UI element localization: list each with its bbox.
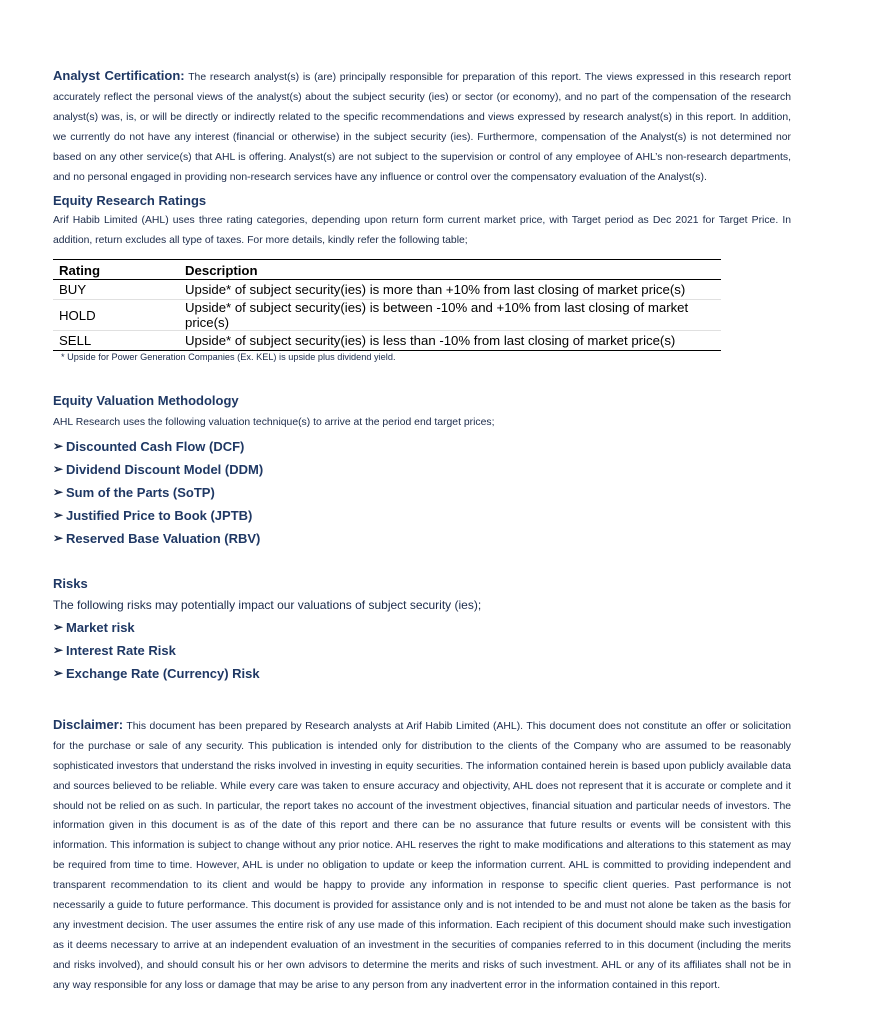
list-item [53, 458, 791, 481]
list-item-label: Sum of the Parts (SoTP) [66, 484, 215, 500]
disclaimer [53, 715, 791, 996]
list-item [53, 527, 791, 550]
ratings-table [53, 259, 721, 351]
disclaimer-heading: Disclaimer: [53, 716, 124, 732]
table-row [53, 331, 721, 351]
description-cell: Upside* of subject security(ies) is more than +10% from last closing of market price(s) [179, 280, 721, 300]
list-item-label: Reserved Base Valuation (RBV) [66, 530, 261, 546]
arrow-bullet-icon: ➢ [53, 665, 64, 680]
analyst-certification-heading: Analyst Certification: [53, 68, 185, 83]
arrow-bullet-icon: ➢ [53, 530, 64, 545]
rating-column-header: Rating [53, 260, 179, 280]
list-item [53, 616, 791, 639]
list-item-label: Interest Rate Risk [66, 642, 176, 658]
list-item [53, 481, 791, 504]
description-column-header: Description [179, 260, 721, 280]
list-item-label: Dividend Discount Model (DDM) [66, 461, 264, 477]
description-cell: Upside* of subject security(ies) is between -10% and +10% from last closing of market price(s) [179, 300, 721, 331]
risks-intro: The following risks may potentially impact our valuations of subject security (ies); [53, 597, 482, 612]
list-item [53, 435, 791, 458]
risks-list [53, 616, 791, 685]
arrow-bullet-icon: ➢ [53, 507, 64, 522]
list-item [53, 639, 791, 662]
arrow-bullet-icon: ➢ [53, 484, 64, 499]
list-item-label: Discounted Cash Flow (DCF) [66, 438, 245, 454]
risks-heading: Risks [53, 575, 88, 591]
arrow-bullet-icon: ➢ [53, 642, 64, 657]
analyst-certification-text: The research analyst(s) is (are) principally responsible for preparation of this report. The views expressed in this research report accurately reflect the personal views of the analyst(s) about the subject security (ies) or sector (or economy), and no part of the compensation of the research analyst(s) was, is, or will be directly or indirectly related to the specific recommendations and views expressed by research analyst(s) in this report. In addition, we currently do not have any interest (financial or otherwise) in the subject security (ies). Furthermore, compensation of the Analyst(s) is not determined nor based on any other service(s) that AHL is offering. Analyst(s) are not subject to the supervision or control of any employee of AHL’s non-research departments, and no personal engaged in providing non-research services have any influence or control over the compensatory evaluation of the Analyst(s). [53, 72, 791, 183]
valuation-list [53, 435, 791, 550]
list-item-label: Justified Price to Book (JPTB) [66, 507, 253, 523]
disclaimer-text: This document has been prepared by Research analysts at Arif Habib Limited (AHL). This document does not constitute an offer or solicitation for the purchase or sale of any security. This publication is intended only for distribution to the clients of the Company who are assumed to be reasonably sophisticated investors that understand the risks involved in investing in equity securities. The information contained herein is based upon publicly available data and sources believed to be reliable. While every care was taken to ensure accuracy and objectivity, AHL does not represent that it is accurate or complete and it should not be relied on as such. In particular, the report takes no account of the investment objectives, financial situation and particular needs of investors. The information given in this document is as of the date of this report and there can be no assurance that future results or events will be consistent with this information. This information is subject to change without any prior notice. AHL reserves the right to make modifications and alterations to this statement as may be required from time to time. However, AHL is under no obligation to update or keep the information current. AHL is committed to providing independent and transparent recommendation to its client and would be happy to provide any information in response to specific client queries. Past performance is not necessarily a guide to future performance. This document is provided for assistance only and is not intended to be and must not alone be taken as the basis for any investment decision. The user assumes the entire risk of any use made of this information. Each recipient of this document should make such investigation as it deems necessary to arrive at an independent evaluation of an investment in the securities of companies referred to in this document (including the merits and risks involved), and should consult his or her own advisors to determine the merits and risks of such investment. AHL or any of its affiliates shall not be in any way responsible for any loss or damage that may be arise to any person from any inadvertent error in the information contained in this report. [53, 720, 791, 991]
rating-cell: SELL [53, 331, 179, 351]
ratings-intro: Arif Habib Limited (AHL) uses three rating categories, depending upon return form current market price, with Target period as Dec 2021 for Target Price. In addition, return excludes all type of taxes. For more details, kindly refer the following table; [53, 215, 791, 246]
rating-cell: HOLD [53, 300, 179, 331]
document-page [53, 66, 791, 996]
list-item [53, 662, 791, 685]
arrow-bullet-icon: ➢ [53, 461, 64, 476]
table-row [53, 300, 721, 331]
description-cell: Upside* of subject security(ies) is less than -10% from last closing of market price(s) [179, 331, 721, 351]
arrow-bullet-icon: ➢ [53, 619, 64, 634]
rating-cell: BUY [53, 280, 179, 300]
arrow-bullet-icon: ➢ [53, 438, 64, 453]
valuation-intro: AHL Research uses the following valuation technique(s) to arrive at the period end target prices; [53, 417, 495, 429]
ratings-table-header [53, 260, 721, 280]
list-item [53, 504, 791, 527]
list-item-label: Market risk [66, 619, 135, 635]
valuation-heading: Equity Valuation Methodology [53, 393, 239, 409]
analyst-certification [53, 66, 791, 187]
ratings-footnote: * Upside for Power Generation Companies (Ex. KEL) is upside plus dividend yield. [61, 352, 396, 363]
list-item-label: Exchange Rate (Currency) Risk [66, 665, 260, 681]
table-row [53, 280, 721, 300]
ratings-heading: Equity Research Ratings [53, 193, 207, 209]
